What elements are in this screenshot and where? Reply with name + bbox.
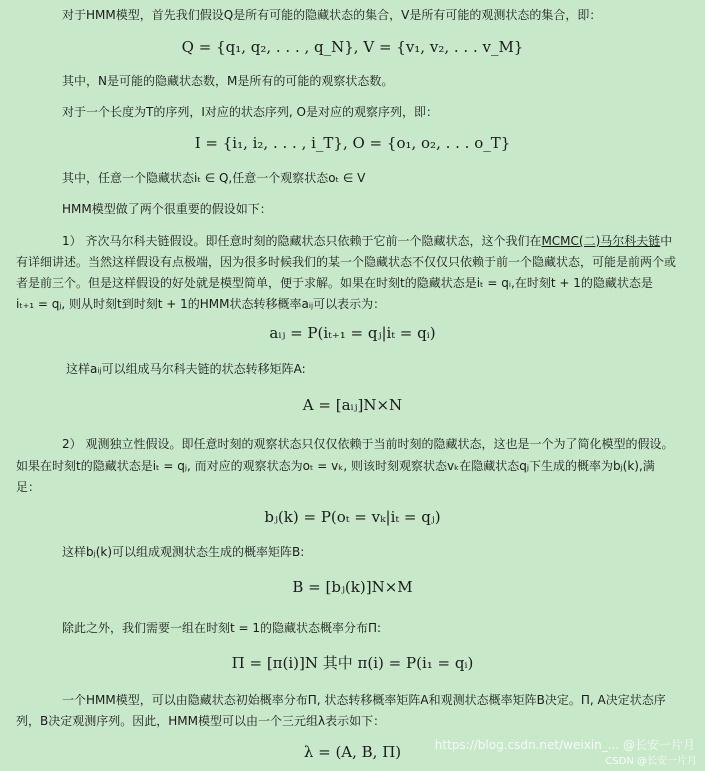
- formula-i-o-sequences: I = {i₁, i₂, . . . , i_T}, O = {o₁, o₂, . . . o_T}: [194, 134, 511, 152]
- mcmc-markov-chain-link[interactable]: MCMC(二)马尔科夫链: [541, 234, 661, 248]
- csdn-author-watermark: CSDN @长安一片月: [605, 756, 697, 767]
- formula-matrix-b: B = [bⱼ(k)]N×M: [292, 578, 413, 596]
- paragraph-state-membership: 其中，任意一个隐藏状态iₜ ∈ Q,任意一个观察状态oₜ ∈ V: [62, 171, 366, 185]
- paragraph-observation-assumption-line2: 如果在时刻t的隐藏状态是iₜ = qⱼ, 而对应的观察状态为oₜ = vₖ, 则该时刻观察状态vₖ在隐藏状态qⱼ下生成的概率为bⱼ(k),满: [16, 459, 655, 473]
- markov-text-a: 1） 齐次马尔科夫链假设。即任意时刻的隐藏状态只依赖于它前一个隐藏状态，这个我们在: [62, 234, 542, 248]
- formula-lambda: λ = (A, B, Π): [303, 743, 402, 761]
- paragraph-markov-assumption-line1: [16, 230, 683, 252]
- paragraph-hmm-triple-line2: 列，B决定观测序列。因此，HMM模型可以由一个三元组λ表示如下：: [16, 714, 386, 728]
- paragraph-two-assumptions: HMM模型做了两个很重要的假设如下：: [62, 202, 272, 216]
- markov-text-b: 中: [660, 234, 673, 248]
- blog-url-watermark: https://blog.csdn.net/weixin_... @长安一片月: [434, 738, 695, 752]
- paragraph-transition-matrix: 这样aᵢⱼ可以组成马尔科夫链的状态转移矩阵A:: [66, 362, 306, 376]
- paragraph-emission-matrix: 这样bⱼ(k)可以组成观测状态生成的概率矩阵B:: [62, 545, 305, 559]
- formula-emission-probability: bⱼ(k) = P(oₜ = vₖ|iₜ = qⱼ): [264, 508, 441, 526]
- paragraph-sets-intro: 对于HMM模型，首先我们假设Q是所有可能的隐藏状态的集合，V是所有可能的观测状态的集合，即：: [62, 8, 602, 22]
- paragraph-initial-distribution: 除此之外，我们需要一组在时刻t = 1的隐藏状态概率分布Π:: [62, 621, 382, 635]
- formula-q-v-sets: Q = {q₁, q₂, . . . , q_N}, V = {v₁, v₂, . . . v_M}: [181, 38, 524, 56]
- paragraph-sequence-intro: 对于一个长度为T的序列，I对应的状态序列, O是对应的观察序列，即：: [62, 105, 438, 119]
- paragraph-n-m-definition: 其中，N是可能的隐藏状态数，M是所有的可能的观察状态数。: [62, 74, 394, 88]
- paragraph-hmm-triple-line1: 一个HMM模型，可以由隐藏状态初始概率分布Π, 状态转移概率矩阵A和观测状态概率矩阵B决定。Π, A决定状态序: [62, 693, 666, 707]
- paragraph-observation-assumption-line1: 2） 观测独立性假设。即任意时刻的观察状态只仅仅依赖于当前时刻的隐藏状态，这也是一个为了简化模型的假设。: [62, 437, 674, 451]
- paragraph-markov-assumption-line3: 者是前三个。但是这样假设的好处就是模型简单，便于求解。如果在时刻t的隐藏状态是iₜ = qᵢ,在时刻t + 1的隐藏状态是: [16, 276, 653, 290]
- paragraph-markov-assumption-line4: iₜ₊₁ = qⱼ, 则从时刻t到时刻t + 1的HMM状态转移概率aᵢⱼ可以表示为：: [16, 297, 386, 311]
- paragraph-markov-assumption-line2: 有详细讲述。当然这样假设有点极端，因为很多时候我们的某一个隐藏状态不仅仅只依赖于前一个隐藏状态，可能是前两个或: [16, 255, 677, 269]
- formula-matrix-a: A = [aᵢⱼ]N×N: [302, 396, 403, 414]
- formula-initial-distribution: Π = [π(i)]N 其中 π(i) = P(i₁ = qᵢ): [231, 654, 474, 672]
- paragraph-observation-assumption-line3: 足：: [16, 480, 41, 494]
- formula-transition-probability: aᵢⱼ = P(iₜ₊₁ = qⱼ|iₜ = qᵢ): [269, 324, 436, 342]
